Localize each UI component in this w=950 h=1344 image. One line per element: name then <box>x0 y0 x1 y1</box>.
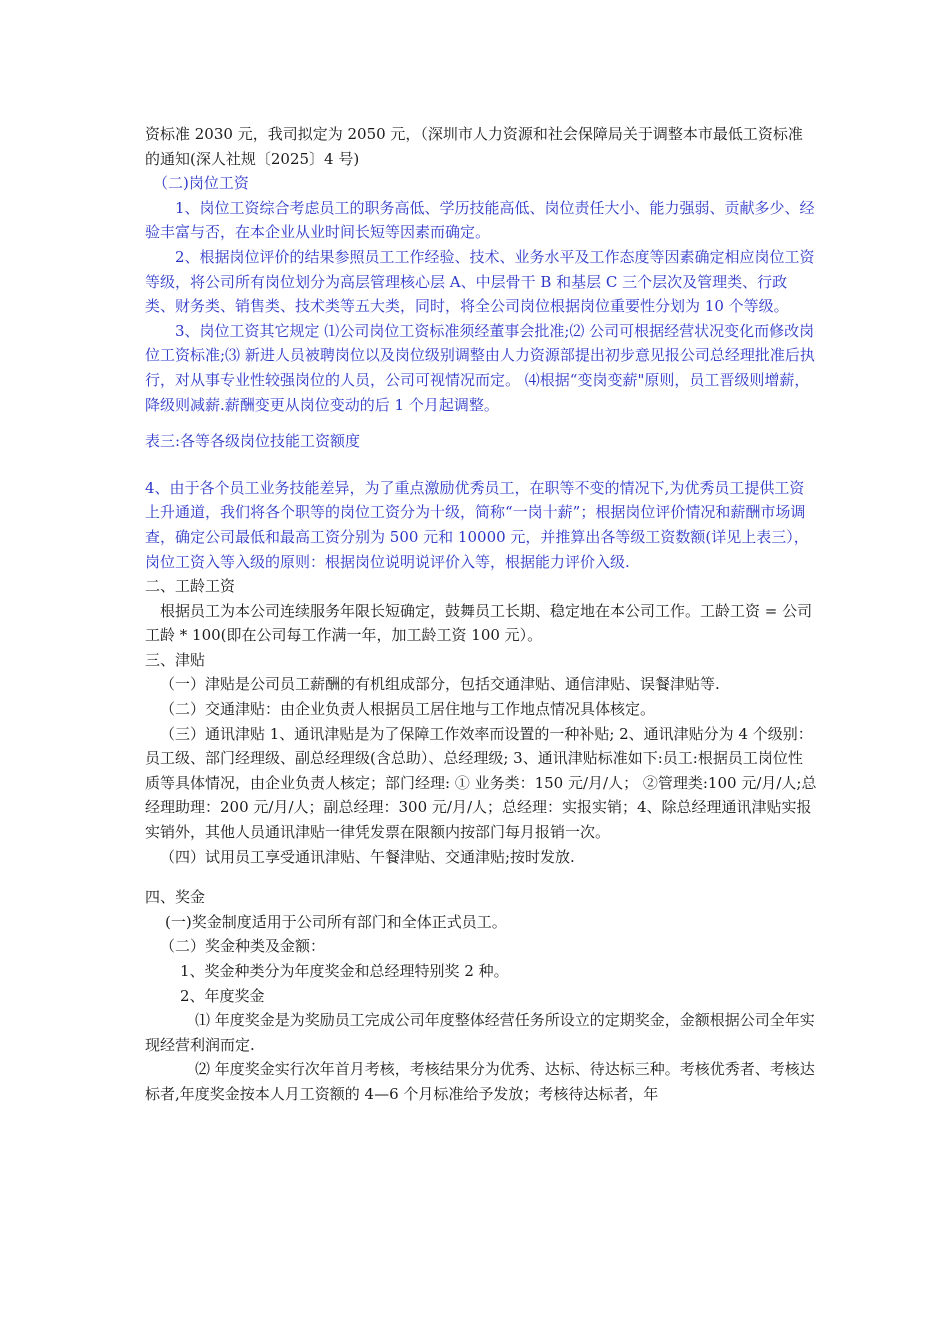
section-heading-position-wage: （二)岗位工资 <box>153 174 249 193</box>
paragraph-allowance-2: （二）交通津贴：由企业负责人根据员工居住地与工作地点情况具体核定。 <box>160 700 656 719</box>
paragraph-allowance-3: （三）通讯津贴 1、通讯津贴是为了保障工作效率而设置的一种补贴; 2、通讯津贴分为 4 个级别：员工级、部门经理级、副总经理级(含总助）、总经理级; 3、通讯津贴标准如下:员工:根据员工岗位性质等具体情况，由企业负责人核定；部门经理: ① 业务类：150 元/月/人； ②管理类:100 元/月/人;总经理助理：200 元/月/人；副总经理：300 元/月/人；总经理：实报实销；4、除总经理通讯津贴实报实销外，其他人员通讯津贴一律凭发票在限额内按部门每月报销一次。 <box>145 724 817 842</box>
section-heading-seniority-wage: 二、工龄工资 <box>145 577 236 596</box>
section-heading-allowance: 三、津贴 <box>145 650 206 669</box>
document-page <box>145 122 817 1107</box>
paragraph-position-wage-4: 4、由于各个员工业务技能差异，为了重点激励优秀员工，在职等不变的情况下,为优秀员工提供工资上升通道，我们将各个职等的岗位工资分为十级，简称“一岗十薪”；根据岗位评价情况和薪酬市场调查，确定公司最低和最高工资分别为 500 元和 10000 元，并推算出各等级工资数额(详见上表三），岗位工资入等入级的原则：根据岗位说明说评价入等，根据能力评价入级. <box>145 478 809 571</box>
paragraph-annual-bonus-1: ⑴ 年度奖金是为奖励员工完成公司年度整体经营任务所设立的定期奖金，金额根据公司全年实现经营利润而定. <box>145 1011 815 1054</box>
paragraph-position-wage-2: 2、根据岗位评价的结果参照员工工作经验、技术、业务水平及工作态度等因素确定相应岗位工资等级，将公司所有岗位划分为高层管理核心层 A、中层骨干 B 和基层 C 三个层次及管理类、行政类、财务类、销售类、技术类等五大类，同时，将全公司岗位根据岗位重要性分划为 10 个等级。 <box>145 247 815 316</box>
paragraph-min-wage: 资标准 2030 元，我司拟定为 2050 元，（深圳市人力资源和社会保障局关于调整本市最低工资标准的通知(深人社规〔2025〕4 号) <box>145 125 803 168</box>
paragraph-annual-bonus-heading: 2、年度奖金 <box>180 986 265 1005</box>
paragraph-allowance-1: （一）津贴是公司员工薪酬的有机组成部分，包括交通津贴、通信津贴、误餐津贴等. <box>160 675 720 694</box>
paragraph-annual-bonus-2: ⑵ 年度奖金实行次年首月考核，考核结果分为优秀、达标、待达标三种。考核优秀者、考核达标者,年度奖金按本人月工资额的 4—6 个月标准给予发放；考核待达标者，年 <box>145 1060 815 1103</box>
section-heading-bonus: 四、奖金 <box>145 888 206 907</box>
paragraph-allowance-4: （四）试用员工享受通讯津贴、午餐津贴、交通津贴;按时发放. <box>160 847 575 866</box>
paragraph-bonus-type: 1、奖金种类分为年度奖金和总经理特别奖 2 种。 <box>180 962 509 980</box>
paragraph-seniority-wage: 根据员工为本公司连续服务年限长短确定，鼓舞员工长期、稳定地在本公司工作。工龄工资 = 公司工龄 * 100(即在公司每工作满一年，加工龄工资 100 元）。 <box>145 601 813 645</box>
paragraph-position-wage-3: 3、岗位工资其它规定 ⑴公司岗位工资标准须经董事会批准;⑵ 公司可根据经营状况变化而修改岗位工资标准;⑶ 新进人员被聘岗位以及岗位级别调整由人力资源部提出初步意见报公司总经理批准后执行，对从事专业性较强岗位的人员，公司可视情况而定。 ⑷根据“变岗变薪"原则，员工晋级则增薪，降级则减薪.薪酬变更从岗位变动的后 1 个月起调整。 <box>145 321 815 414</box>
paragraph-bonus-1: (一)奖金制度适用于公司所有部门和全体正式员工。 <box>165 912 507 931</box>
paragraph-bonus-2: （二）奖金种类及金额： <box>160 937 326 956</box>
paragraph-position-wage-1: 1、岗位工资综合考虑员工的职务高低、学历技能高低、岗位责任大小、能力强弱、贡献多少、经验丰富与否，在本企业从业时间长短等因素而确定。 <box>145 198 815 242</box>
table-caption: 表三:各等各级岗位技能工资额度 <box>145 432 361 451</box>
